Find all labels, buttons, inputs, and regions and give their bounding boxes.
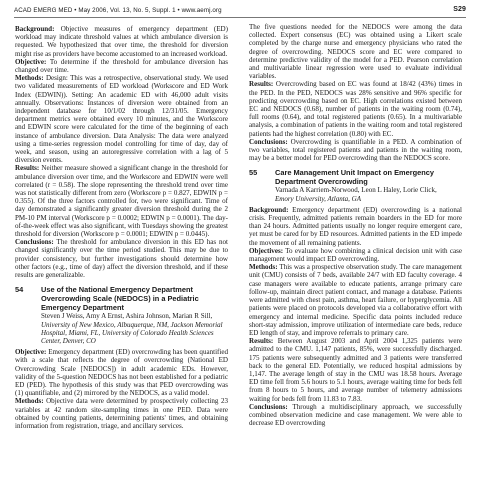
abstract-paragraph: Objective: To determine if the threshold for ambulance diversion has changed over time. xyxy=(15,57,228,75)
abstract-title: Care Management Unit Impact on Emergency Department Overcrowding xyxy=(275,168,434,187)
abstract-paragraph: Methods: Design: This was a retrospective, observational study. We used two validated measurements of ED workload (Workscore and ED Work Index (EDWIN)). Setting: An academic ED with 46,000 adult visits annually. Observations: Instances of diversion were obtained from an independent database for 10/1/02 through 12/31/05. Emergency department metrics were obtained every 10 minutes, and the Workscore and EDWIN score were calculated for the time of the beginning of each instance of ambulance diversion. Data Analysis: The data were analyzed using a time-series regression model controlling for time of day, day of week, and season, using an autoregressive correlation with a lag of 5 diversion events. xyxy=(15,74,228,165)
abstract-paragraph: Objectives: To evaluate how combining a clinical decision unit with case management would impact ED overcrowding. xyxy=(249,246,462,264)
abstract-55-header xyxy=(249,168,462,202)
abstract-number: 54 xyxy=(15,285,24,295)
abstract-paragraph: Results: Neither measure showed a significant change in the threshold for ambulance diversion over time, and the Workscore and EDWIN were well correlated (r = 0.58). The slope representing the threshold trend over time was not statistically different from zero (Workscore p = 0.827, EDWIN p = 0.355). Of the three factors controlled for, two were significant. Time of day demonstrated a significantly greater diversion threshold during the 2 PM-10 PM interval (Workscore p = 0.0002; EDWIN p = 0.0001). The day-of-the-week effect was also significant, with Tuesdays showing the greatest threshold for diversion (Workscore p = 0.0001; EDWIN p = 0.0445). xyxy=(15,164,228,239)
abstract-paragraph: Objective: Emergency department (ED) overcrowding has been quantified with a scale that reflects the degree of overcrowding (National ED Overcrowding Scale [NEDOCS]) in adult academic EDs. However, validity of the 5-question NEDOCS has not been established for a pediatric ED (PED). The hypothesis of this study was that PED overcrowding was (1) quantifiable, and (2) mirrored by the NEDOCS, as a valid model. xyxy=(15,348,228,398)
abstract-affiliation: University of New Mexico, Albuquerque, NM, Jackson Memorial Hospital, Miami, FL, University of Colorado Health Sciences Center, Denver, CO xyxy=(41,320,223,345)
abstract-paragraph: Methods: Objective data were determined by prospectively collecting 23 variables at 42 random site-sampling times in one PED. Data were obtained by counting patients, determining patients' times, and obtaining information from registration, triage, and ancillary services. xyxy=(15,397,228,430)
abstract-paragraph: Conclusions: Through a multidisciplinary approach, we successfully combined observation medicine and case management. We were able to decrease ED overcrowding xyxy=(249,402,462,428)
abstract-title: Use of the National Emergency Department Overcrowding Scale (NEDOCS) in a Pediatric Emergency Department xyxy=(41,285,199,313)
left-column xyxy=(15,23,228,475)
abstract-paragraph: Background: Objective measures of emergency department (ED) workload may indicate threshold values at which ambulance diversion is requested. We hypothesized that over time, the threshold for diversion might rise as providers have become accustomed to an increased workload. xyxy=(15,25,228,58)
abstract-paragraph: Results: Between August 2003 and April 2004 1,325 patients were admitted to the CMU. 1,147 patients, 85%, were successfully discharged. 175 patients were subsequently admitted and 3 patients were transferred back to the general ED. Potentially, we reduced hospital admissions by 1,147. The average length of stay in the CMU was 18.58 hours. Average ED time fell from 5.6 hours to 5.1 hours, average waiting time for beds fell from 8 hours to 5 hours, and average number of telemetry admissions waiting for beds fell from 11.83 to 7.83. xyxy=(249,337,462,403)
abstract-authors: Varnada A Karriem-Norwood, Leon L Haley, Lorie Click, xyxy=(275,186,437,195)
right-column xyxy=(249,23,462,475)
abstract-paragraph: The five questions needed for the NEDOCS were among the data collected. Expert consensus (EC) was obtained using a Likert scale completed by the charge nurse and emergency physicians who rated the degree of overcrowding. NEDOCS score and EC were compared to determine predictive validity of the model for a PED. Pearson correlation and multivariable linear regression were used to evaluate individual variables. xyxy=(249,23,462,81)
page-number: S29 xyxy=(453,6,466,13)
abstract-paragraph: Background: Emergency department (ED) overcrowding is a national crisis. Frequently, admitted patients remain boarders in the ED for more than 24 hours. Admitted patients usually no longer require emergent care, yet must be cared for by ED resources. Admitted patients in the ED impede the movement of all remaining patients. xyxy=(249,205,462,247)
abstract-affiliation: Emory University, Atlanta, GA xyxy=(275,194,361,203)
abstract-55-body xyxy=(249,206,462,427)
abstract-54-header xyxy=(15,285,228,345)
abstract-paragraph: Methods: This was a prospective observation study. The care management unit (CMU) consists of 7 beds, available 24/7 with ED faculty coverage. 4 case managers were available to educate patients, arrange primary care follow-up, maintain direct patient contact, and manage a database. Patients were admitted with chest pain, asthma, heart failure, or hyperglycemia. All patients were placed on protocols developed via a collaborative effort with emergency and internal medicine. Specific data points included reduce short-stay admission, improve utilization of intermediate care beds, reduce ED length of stay, and improve referrals to primary care. xyxy=(249,263,462,337)
abstract-paragraph: Conclusions: Overcrowding is quantifiable in a PED. A combination of two variables, total registered patients and patients in the waiting room, may be a better model for PED overcrowding than the NEDOCS score. xyxy=(249,137,462,163)
abstract-paragraph: Conclusions: The threshold for ambulance diversion in this ED has not changed significantly over the time period studied. This may be due to provider consistency, but further investigations should determine how other factors (e.g., time of day) affect the diversion threshold, and if these results are generalizable. xyxy=(15,238,228,280)
abstract-authors: Steven J Weiss, Amy A Ernst, Ashira Johnson, Marian R Sill, xyxy=(41,312,213,321)
header-rule xyxy=(14,17,466,18)
abstract-number: 55 xyxy=(249,168,258,178)
running-header xyxy=(14,5,466,17)
abstract-54-body xyxy=(15,348,228,430)
continued-abstract xyxy=(249,23,462,162)
abstract-paragraph: Results: Overcrowding based on EC was found at 18/42 (43%) times in the PED. In the PED, NEDOCS was 28% sensitive and 96% specific for predicting overcrowding based on EC. High correlations existed between EC and NEDOCS (0.68), number of patients in the waiting room (0.74), full rooms (0.64), and total registered patients (0.65). In a multivariable analysis, a combination of patients in the waiting room and total registered patients had the highest correlation (0.80) with EC. xyxy=(249,80,462,138)
continued-abstract xyxy=(15,25,228,279)
journal-citation: ACAD EMERG MED • May 2006, Vol. 13, No. 5, Suppl. 1 • www.aemj.org xyxy=(14,7,222,14)
